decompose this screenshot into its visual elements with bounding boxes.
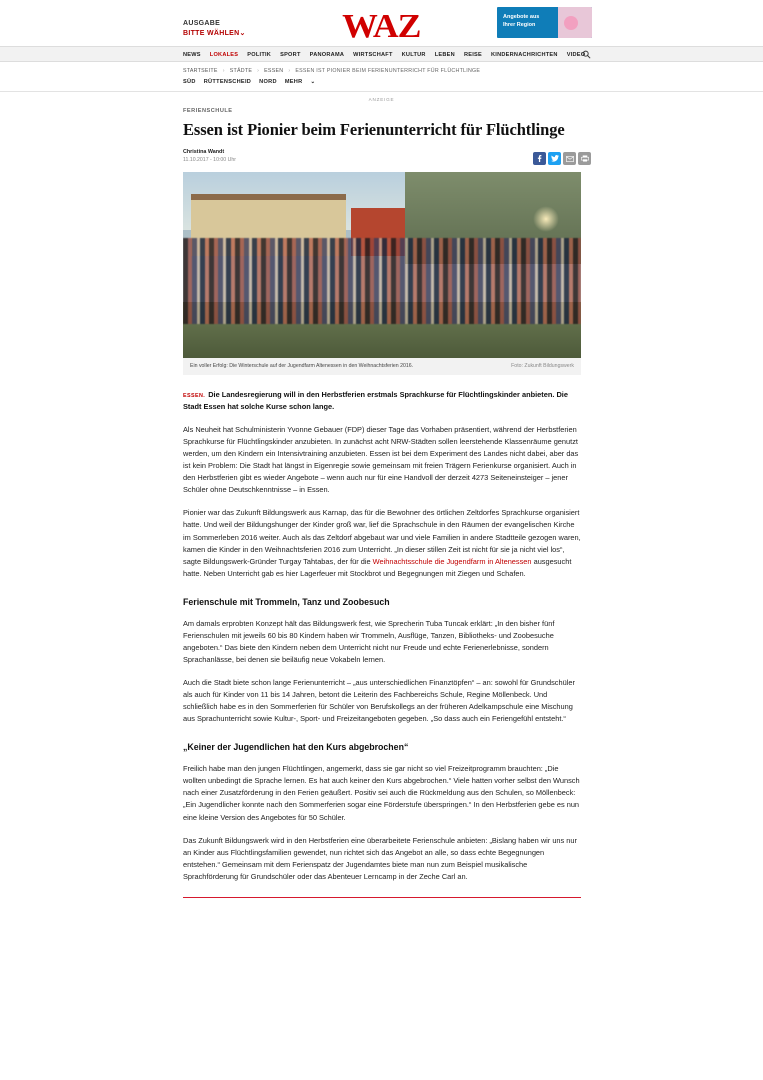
lead-location-tag: ESSEN.: [183, 393, 206, 400]
edition-label: AUSGABE: [183, 20, 221, 27]
nav-item-sport[interactable]: SPORT: [280, 52, 301, 58]
facebook-icon[interactable]: [533, 152, 546, 165]
nav-items: [0, 47, 763, 63]
subnav-item-sued[interactable]: SÜD: [183, 79, 196, 85]
promo-line-2: Ihrer Region: [503, 22, 536, 29]
chevron-down-icon: ⌄: [239, 30, 246, 38]
nav-item-kindernachrichten[interactable]: KINDERNACHRICHTEN: [490, 52, 558, 58]
breadcrumb-item-staedte[interactable]: STÄDTE: [229, 68, 253, 74]
photo-credit: Foto: Zukunft Bildungswerk: [511, 362, 574, 369]
nav-item-news[interactable]: NEWS: [183, 52, 201, 58]
breadcrumb-separator: ›: [288, 68, 291, 74]
article-paragraph-1: Als Neuheit hat Schulministerin Yvonne Gebauer (FDP) dieser Tage das Vorhaben präsentiert, während der Herbstferien Sprachkurse für Flüchtlingskinder anzubieten. In zunächst acht NRW-Städten sollen leerstehende Klassenräume genutzt werden, um den Kindern ein Intensivtraining anzubieten. Essen ist bei dem Experiment des Landes nicht dabei, aber das ist kein Problem: Die Stadt hat längst in Eigenregie sowie gemeinsam mit freien Trägern Ferienkurse organisiert. Auch in den Herbstferien gibt es wieder Angebote – wenn auch nur für eine Handvoll der derzeit 4273 Seiteneinsteiger – jener Schüler ohne Deutschkenntnisse – in Essen.: [183, 425, 579, 495]
print-icon[interactable]: [578, 152, 591, 165]
mail-icon[interactable]: [563, 152, 576, 165]
subnav-item-ruettenscheid[interactable]: RÜTTENSCHEID: [203, 79, 252, 85]
lead-text: Die Landesregierung will in den Herbstferien erstmals Sprachkurse für Flüchtlingskinder anbieten. Die Stadt Essen hat solche Kurse schon lange.: [183, 390, 568, 412]
breadcrumb-separator: ›: [222, 68, 225, 74]
inline-link-weihnachtsschule[interactable]: Weihnachtsschule die Jugendfarm in Altenessen: [372, 556, 532, 566]
photo-sun: [533, 206, 559, 232]
article-paragraph-3: Am damals erprobten Konzept hält das Bildungswerk fest, wie Sprecherin Tuba Tuncak erklärt: „In den bisher fünf Ferienschulen mit jeweils 60 bis 80 Kindern haben wir Trommeln, Ausflüge, Tanzen, Bibliotheks- und Zoobesuche angeboten.“ Das biete den Kindern neben dem Unterricht nicht nur Freude und echte Ferienerlebnisse, sondern Sprachanlässe, bei denen sie beiläufig neue Vokabeln lernen.: [183, 618, 555, 664]
breadcrumb-separator: ›: [257, 68, 260, 74]
promo-line-1: Angebote aus: [503, 14, 540, 20]
nav-item-panorama[interactable]: PANORAMA: [309, 52, 345, 58]
nav-item-kultur[interactable]: KULTUR: [401, 52, 426, 58]
article-paragraph-4: Auch die Stadt biete schon lange Ferienunterricht – „aus unterschiedlichen Finanztöpfen“ – an: sowohl für Grundschüler als auch für Kinder von 11 bis 14 Jahren, betont die Leiterin des Fachbereichs Schule, Regine Möllenbeck. Und schließlich habe es in den Sommerferien für Schüler von Berufskollegs an der früheren Adelkampschule eine Mischung aus Sprachunterricht sowie Kultur-, Sport- und Freizeitangeboten gegeben. „So dass auch ein Feriengefühl entsteht.“: [183, 678, 575, 724]
article-subheading-2: „Keiner der Jugendlichen hat den Kurs abgebrochen“: [183, 742, 409, 753]
share-bar: [533, 152, 591, 165]
breadcrumb-item-essen[interactable]: ESSEN: [264, 68, 284, 74]
breadcrumb-item-startseite[interactable]: STARTSEITE: [183, 68, 218, 74]
photo-caption: [183, 358, 581, 375]
twitter-icon[interactable]: [548, 152, 561, 165]
photo-group-of-children: [183, 238, 581, 324]
nav-item-lokales[interactable]: LOKALES: [209, 52, 239, 58]
paragraph-2-before: Pionier war das Zukunft Bildungswerk aus Karnap, das für die Bewohner des örtlichen Zeltdorfes Sprachkurse organisiert hatte. Und weil der Bildungshunger der Kinder groß war, lief die Sprachschule in den Räumen der evangelischen Kirche im Sommerleben 2016 weiter. Auch als das Zeltdorf abgebaut war und viele Familien in andere Stadtteile gezogen waren, kamen die Kinder in den Weihnachtsferien 2016 zum Unterricht. „In dieser stillen Zeit ist nicht für sie ja nicht viel los“, sagte Bildungswerk-Gründer Turgay Tahtabas, der für die: [183, 508, 581, 566]
article-kicker: FERIENSCHULE: [183, 108, 233, 114]
subnav-item-mehr[interactable]: MEHR: [284, 79, 303, 85]
page-title: Essen ist Pionier beim Ferienunterricht für Flüchtlinge: [183, 120, 565, 139]
article: [183, 108, 581, 883]
article-date: 11.10.2017 - 10:00 Uhr: [183, 156, 236, 163]
article-paragraph-2: [183, 507, 581, 579]
breadcrumb-item-current: ESSEN IST PIONIER BEIM FERIENUNTERRICHT FÜR FLÜCHTLINGE: [295, 68, 481, 74]
promo-banner[interactable]: [497, 7, 592, 38]
nav-item-wirtschaft[interactable]: WIRTSCHAFT: [353, 52, 393, 58]
breadcrumb: [0, 62, 763, 74]
sub-navigation: [0, 74, 763, 92]
article-photo: [183, 172, 581, 358]
search-icon[interactable]: [582, 50, 591, 59]
article-photo-block: [183, 172, 581, 375]
article-author: Christina Wandt: [183, 148, 225, 155]
edition-select[interactable]: BITTE WÄHLEN⌄: [183, 30, 246, 38]
main-navigation: [0, 46, 763, 62]
logo-text: WAZ: [342, 8, 421, 45]
site-logo[interactable]: [0, 8, 763, 46]
masthead: [0, 0, 763, 46]
bottom-divider: [183, 897, 581, 898]
promo-text: [497, 7, 559, 30]
article-paragraph-5: Freilich habe man den jungen Flüchtlingen, angemerkt, dass sie gar nicht so viel Freizeitprogramm brauchten: „Die wollten unbedingt die Sprache lernen. Es hat auch keiner den Kurs abgebrochen.“ Viele hatten vorher selbst den Wunsch nach einer Zusatzförderung in den Ferien geäußert. Positiv sei auch die Rückmeldung aus den Schulen, so Möllenbeck: „Ein Jugendlicher konnte nach den Sommerferien sogar eine Förderstufe überspringen.“ In den Herbstferien gebe es nun eine kleine Version des Angebotes für 50 Schüler.: [183, 764, 580, 822]
article-subheading-1: Ferienschule mit Trommeln, Tanz und Zoobesuch: [183, 596, 390, 607]
subnav-item-nord[interactable]: NORD: [259, 79, 277, 85]
paragraph-2-after: ausgesucht hatte. Neben Unterricht gab es hier Lagerfeuer mit Stockbrot und Begegnungen mit Ziegen und Schafen.: [183, 556, 572, 578]
photo-caption-text: Ein voller Erfolg: Die Winterschule auf der Jugendfarm Altenessen in den Weihnachtsferien 2016.: [190, 362, 414, 369]
article-paragraph-6: Das Zukunft Bildungswerk wird in den Herbstferien eine überarbeitete Ferienschule anbieten: „Bislang haben wir uns nur an Kinder aus Flüchtlingsfamilien gewendet, nun richtet sich das Angebot an alle, so dass echte Begegnungen entstehen.“ Gemeinsam mit dem Ferienspatz der Jugendamtes biete man nun zum Beispiel musikalische Sprachförderung für Grundschüler oder das Abenteuer Lerncamp in der Zeche Carl an.: [183, 835, 577, 881]
promo-image: [558, 7, 592, 38]
article-lead: [183, 389, 581, 413]
chevron-down-icon: ⌄: [310, 79, 316, 85]
nav-item-reise[interactable]: REISE: [463, 52, 482, 58]
ad-label: ANZEIGE: [368, 97, 395, 102]
nav-item-video[interactable]: VIDEO: [566, 52, 586, 58]
nav-item-leben[interactable]: LEBEN: [434, 52, 455, 58]
nav-item-politik[interactable]: POLITIK: [247, 52, 272, 58]
